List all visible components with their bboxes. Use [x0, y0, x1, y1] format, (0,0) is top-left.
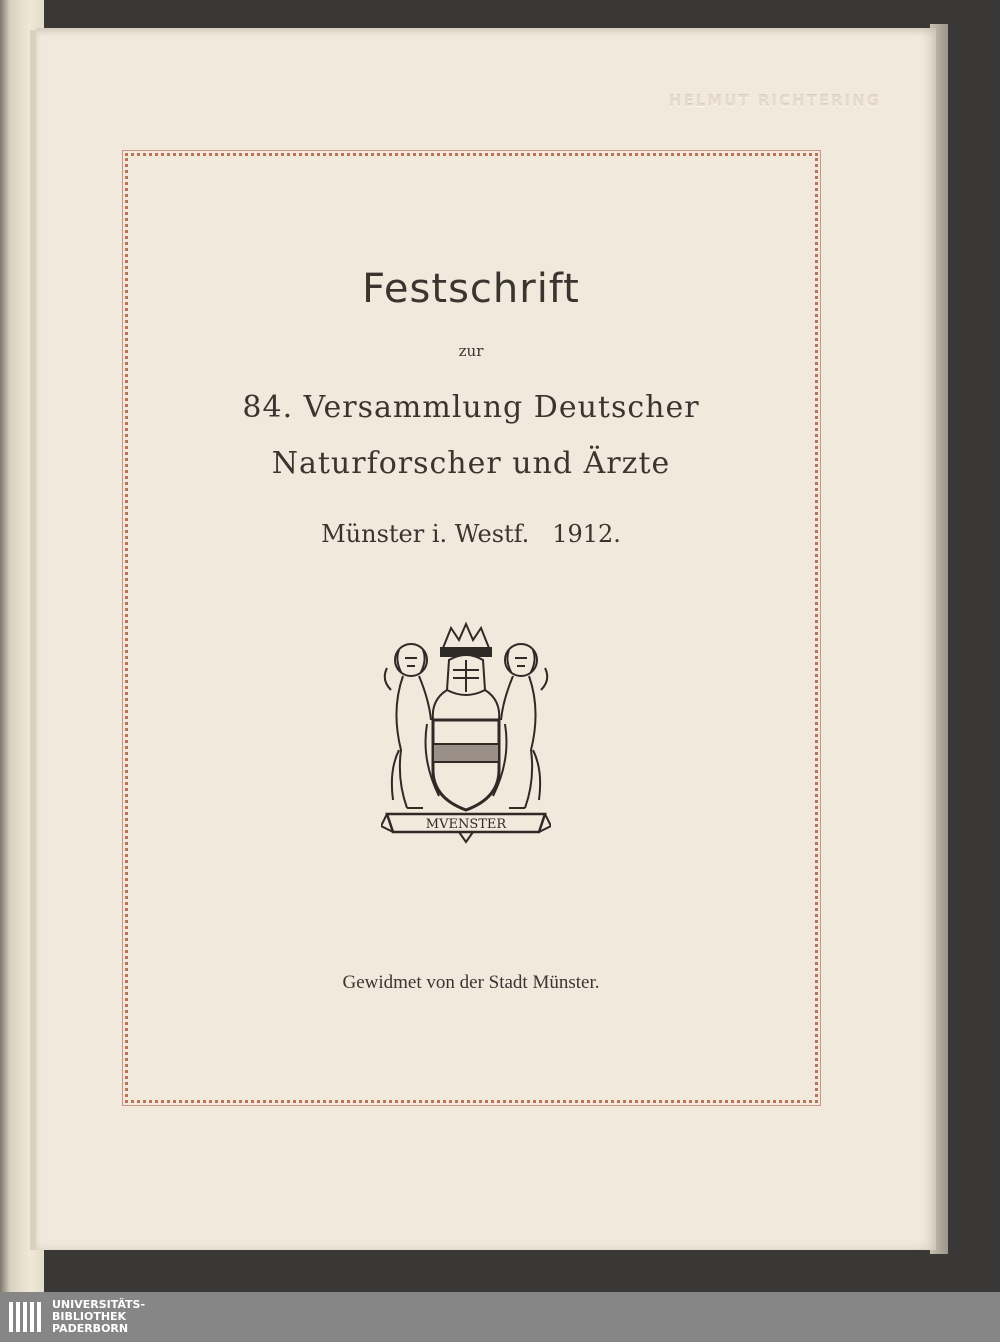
place-and-date: Münster i. Westf. 1912. [321, 520, 621, 548]
title-page [36, 28, 936, 1250]
library-name-line2: BIBLIOTHEK [52, 1310, 127, 1323]
library-name-line3: PADERBORN [52, 1322, 129, 1335]
crest-banner-text: MVENSTER [425, 817, 507, 832]
library-name-line1: UNIVERSITÄTS- [52, 1298, 146, 1311]
library-footer [0, 1292, 1000, 1342]
owner-stamp: HELMUT RICHTERING [668, 92, 881, 110]
dedication: Gewidmet von der Stadt Münster. [342, 972, 600, 993]
library-name [52, 1299, 145, 1335]
preposition: zur [458, 342, 484, 360]
muenster-coat-of-arms-icon [381, 620, 551, 845]
event-title-line1: 84. Versammlung Deutscher [242, 390, 700, 425]
page-title: Festschrift [362, 266, 580, 312]
library-logo-icon [8, 1300, 44, 1334]
event-title-line2: Naturforscher und Ärzte [271, 446, 671, 481]
